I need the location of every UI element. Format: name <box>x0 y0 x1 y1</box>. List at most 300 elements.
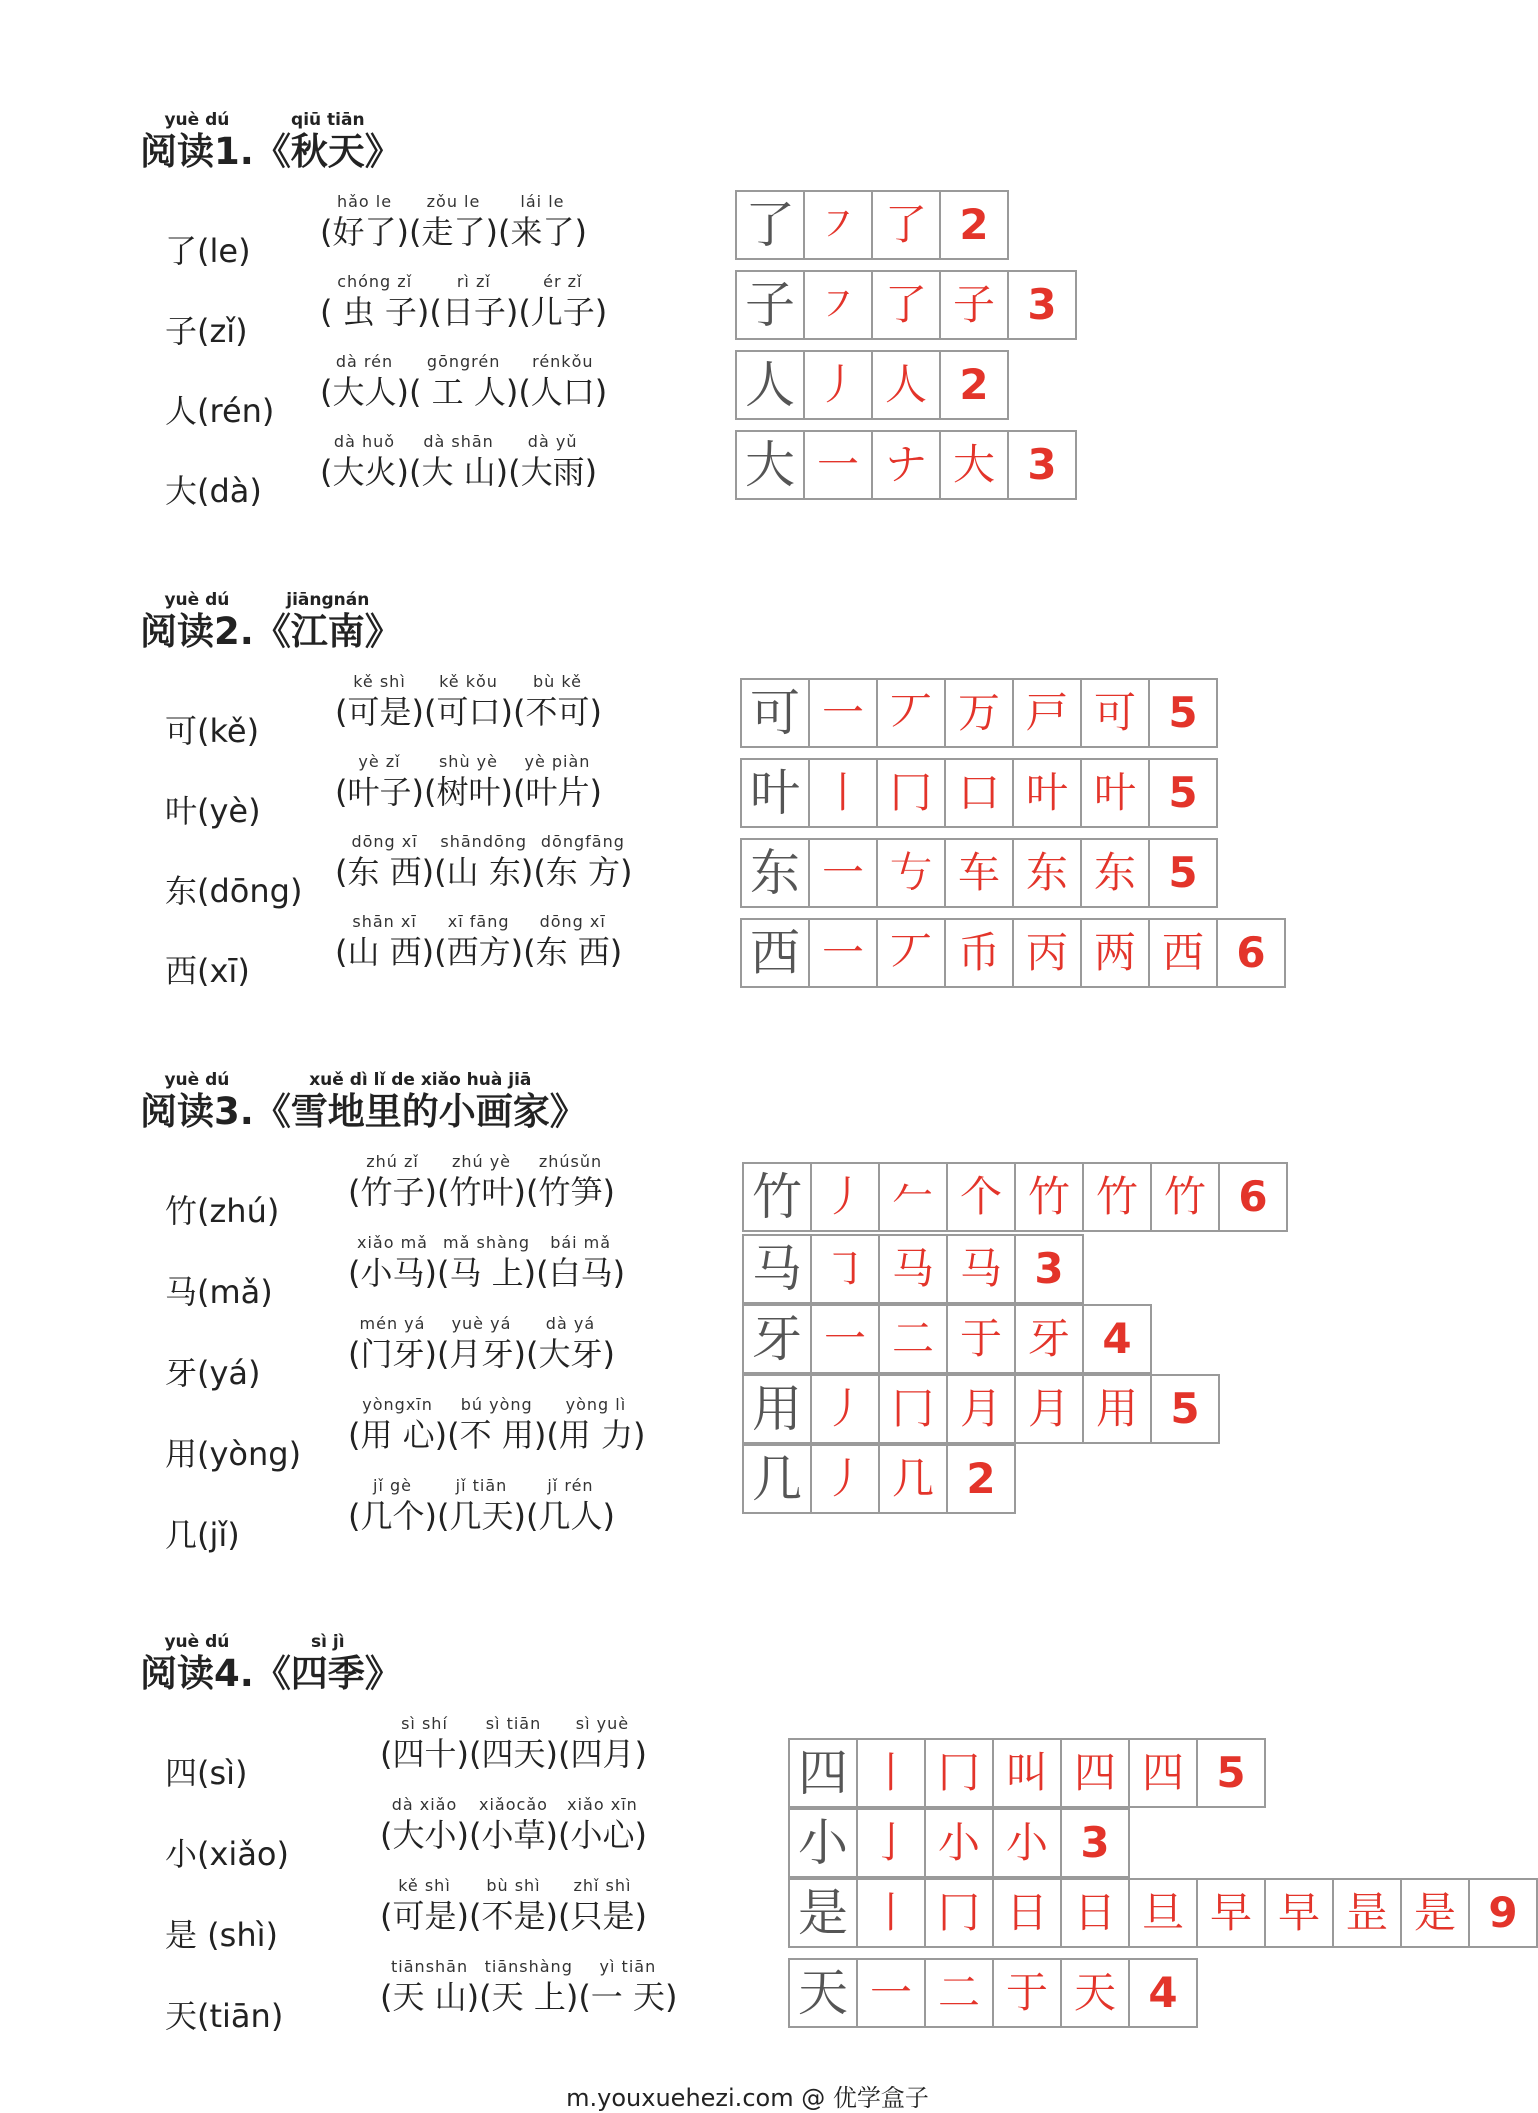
word <box>434 832 533 892</box>
heading-title-pinyin: jiāngnán <box>286 590 370 610</box>
grid-stroke-step: 竹 <box>1084 1164 1152 1230</box>
word <box>429 272 518 332</box>
grid-stroke-step: 四 <box>1062 1740 1130 1806</box>
character-label: 用(yòng) <box>165 1435 302 1473</box>
character-label: 西(xī) <box>165 952 250 990</box>
word <box>526 1314 615 1374</box>
stroke-count: 5 <box>1152 1376 1220 1442</box>
stroke-order-grid <box>742 1162 1288 1232</box>
word-hanzi: (不可) <box>512 693 602 731</box>
heading-prefix-pinyin: yuè dú <box>164 1632 230 1652</box>
word-group <box>335 752 602 812</box>
heading-prefix <box>140 110 254 174</box>
word-pinyin: shù yè <box>438 752 498 771</box>
word-pinyin: jǐ rén <box>547 1476 594 1495</box>
word-pinyin: dà yá <box>545 1314 596 1333</box>
word-pinyin: kě shì <box>398 1876 451 1895</box>
heading-prefix-pinyin: yuè dú <box>164 110 230 130</box>
grid-stroke-step: 丆 <box>878 680 946 746</box>
word <box>513 752 602 812</box>
grid-stroke-step: 丨 <box>858 1880 926 1946</box>
word <box>380 1957 479 2017</box>
word <box>578 1957 677 2017</box>
word <box>335 912 434 972</box>
word <box>508 432 597 492</box>
word-pinyin: zhǐ shì <box>573 1876 632 1895</box>
word-hanzi: (几人) <box>525 1497 615 1535</box>
stroke-count: 5 <box>1150 680 1218 746</box>
grid-model-character: 是 <box>790 1880 858 1946</box>
stroke-order-grid <box>742 1304 1152 1374</box>
section-heading <box>140 110 402 174</box>
character-label: 了(le) <box>165 232 251 270</box>
grid-stroke-step: 丙 <box>1014 920 1082 986</box>
word-hanzi: (可是) <box>380 1897 469 1935</box>
heading-prefix <box>140 590 254 654</box>
stroke-order-grid <box>788 1878 1538 1948</box>
word-pinyin: yè piàn <box>524 752 591 771</box>
stroke-count: 6 <box>1218 920 1286 986</box>
grid-stroke-step: 叶 <box>1014 760 1082 826</box>
grid-stroke-step: ㇇ <box>805 272 873 338</box>
stroke-count: 9 <box>1470 1880 1538 1946</box>
grid-stroke-step: 大 <box>941 432 1009 498</box>
heading-title <box>254 110 402 174</box>
word-pinyin: rì zǐ <box>456 272 491 291</box>
stroke-count: 4 <box>1130 1960 1198 2026</box>
word <box>437 1476 526 1536</box>
character-label: 叶(yè) <box>165 792 261 830</box>
word <box>320 352 409 412</box>
word <box>437 1233 536 1293</box>
word-pinyin: yòngxīn <box>362 1395 433 1414</box>
stroke-count: 2 <box>948 1446 1016 1512</box>
word <box>558 1876 647 1936</box>
word-hanzi: ( 工 人) <box>408 373 519 411</box>
word-hanzi: (天 上) <box>479 1978 579 2016</box>
grid-stroke-step: 于 <box>948 1306 1016 1372</box>
word-pinyin: yòng lì <box>565 1395 627 1414</box>
word-pinyin: dà rén <box>335 352 394 371</box>
word <box>348 1395 447 1455</box>
grid-stroke-step: 东 <box>1082 840 1150 906</box>
grid-model-character: 四 <box>790 1740 858 1806</box>
heading-prefix-text: 阅读3. <box>140 1090 254 1133</box>
heading-title <box>254 1632 402 1696</box>
grid-model-character: 了 <box>737 192 805 258</box>
heading-title-text: 《四季》 <box>253 1652 402 1695</box>
character-label: 马(mǎ) <box>165 1273 273 1311</box>
word-pinyin: shāndōng <box>440 832 528 851</box>
grid-stroke-step: 西 <box>1150 920 1218 986</box>
grid-stroke-step: 币 <box>946 920 1014 986</box>
word <box>434 912 523 972</box>
word <box>533 832 632 892</box>
word-pinyin: mǎ shàng <box>443 1233 531 1252</box>
word-hanzi: (小心) <box>557 1816 647 1854</box>
word-hanzi: (门牙) <box>348 1335 437 1373</box>
word-hanzi: (一 天) <box>578 1978 678 2016</box>
character-label: 是 (shì) <box>165 1916 278 1954</box>
word-pinyin: xī fāng <box>447 912 510 931</box>
word-hanzi: (几个) <box>348 1497 437 1535</box>
word-pinyin: bú yòng <box>460 1395 533 1414</box>
word-pinyin: dōngfāng <box>540 832 625 851</box>
word-hanzi: (大牙) <box>525 1335 615 1373</box>
word-group <box>320 192 587 252</box>
word-group <box>380 1714 647 1774</box>
grid-stroke-step: 竹 <box>1152 1164 1220 1230</box>
grid-model-character: 人 <box>737 352 805 418</box>
stroke-order-grid <box>740 918 1286 988</box>
word-hanzi: (树叶) <box>423 773 513 811</box>
grid-stroke-step: 丿 <box>812 1446 880 1512</box>
word-group <box>380 1876 647 1936</box>
word-pinyin: sì tiān <box>485 1714 542 1733</box>
grid-stroke-step: 丿 <box>805 352 873 418</box>
word <box>437 1314 526 1374</box>
word-hanzi: (东 方) <box>533 853 633 891</box>
grid-stroke-step: 口 <box>946 760 1014 826</box>
word-pinyin: mén yá <box>359 1314 426 1333</box>
stroke-order-grid <box>735 270 1077 340</box>
grid-stroke-step: 一 <box>858 1960 926 2026</box>
grid-stroke-step: 月 <box>1016 1376 1084 1442</box>
word <box>348 1314 437 1374</box>
word-pinyin: kě shì <box>353 672 406 691</box>
word-pinyin: yuè yá <box>451 1314 512 1333</box>
word <box>437 1152 526 1212</box>
word-hanzi: (天 山) <box>380 1978 480 2016</box>
grid-model-character: 用 <box>744 1376 812 1442</box>
character-label: 四(sì) <box>165 1754 248 1792</box>
word <box>335 752 424 812</box>
word <box>380 1795 469 1855</box>
word-hanzi: (大火) <box>320 453 409 491</box>
word <box>409 432 508 492</box>
word-hanzi: (几天) <box>436 1497 526 1535</box>
word-hanzi: (小马) <box>348 1254 437 1292</box>
grid-stroke-step: 二 <box>880 1306 948 1372</box>
grid-stroke-step: 一 <box>810 840 878 906</box>
word-hanzi: (大人) <box>320 373 409 411</box>
grid-model-character: 西 <box>742 920 810 986</box>
grid-stroke-step: ㇇ <box>805 192 873 258</box>
character-label: 子(zǐ) <box>165 312 248 350</box>
stroke-order-grid <box>788 1808 1130 1878</box>
word-pinyin: tiānshān <box>391 1957 469 1976</box>
grid-stroke-step: 车 <box>946 840 1014 906</box>
heading-title-pinyin: qiū tiān <box>291 110 365 130</box>
grid-stroke-step: 小 <box>994 1810 1062 1876</box>
word-hanzi: (小草) <box>468 1816 558 1854</box>
word-hanzi: (竹叶) <box>436 1173 526 1211</box>
stroke-order-grid <box>788 1958 1198 2028</box>
word-hanzi: ( 虫 子) <box>320 293 430 331</box>
word-pinyin: gōngrén <box>426 352 501 371</box>
character-label: 竹(zhú) <box>165 1192 280 1230</box>
grid-stroke-step: 月 <box>948 1376 1016 1442</box>
word-hanzi: (山 东) <box>434 853 534 891</box>
character-label: 小(xiǎo) <box>165 1835 289 1873</box>
grid-stroke-step: 了 <box>873 272 941 338</box>
grid-stroke-step: 叶 <box>1082 760 1150 826</box>
word-hanzi: (叶片) <box>512 773 602 811</box>
grid-model-character: 几 <box>744 1446 812 1512</box>
word-hanzi: (东 西) <box>523 933 623 971</box>
word-pinyin: zhúsǔn <box>538 1152 603 1171</box>
stroke-count: 4 <box>1084 1306 1152 1372</box>
stroke-order-grid <box>740 758 1218 828</box>
word-hanzi: (东 西) <box>335 853 435 891</box>
word-group <box>335 912 622 972</box>
word <box>335 832 434 892</box>
grid-stroke-step: ナ <box>873 432 941 498</box>
grid-stroke-step: 叫 <box>994 1740 1062 1806</box>
word-group <box>348 1152 615 1212</box>
word-hanzi: (用 心) <box>348 1416 448 1454</box>
grid-stroke-step: 可 <box>1082 680 1150 746</box>
word-pinyin: dà shān <box>423 432 494 451</box>
footer-credit: m.youxuehezi.com @ 优学盒子 <box>566 2084 929 2112</box>
stroke-order-grid <box>735 430 1077 500</box>
heading-title <box>254 1070 587 1134</box>
word <box>320 272 429 332</box>
stroke-order-grid <box>735 190 1009 260</box>
stroke-count: 2 <box>941 352 1009 418</box>
word-pinyin: hǎo le <box>336 192 393 211</box>
heading-title-text: 《雪地里的小画家》 <box>253 1090 587 1133</box>
word-group <box>348 1233 625 1293</box>
stroke-order-grid <box>740 838 1218 908</box>
grid-model-character: 东 <box>742 840 810 906</box>
word-group <box>380 1795 647 1855</box>
word-hanzi: (用 力) <box>546 1416 646 1454</box>
word-pinyin: kě kǒu <box>439 672 498 691</box>
word <box>348 1233 437 1293</box>
grid-stroke-step: 子 <box>941 272 1009 338</box>
grid-stroke-step: 丨 <box>810 760 878 826</box>
word <box>479 1957 578 2017</box>
word-hanzi: (白马) <box>536 1254 626 1292</box>
grid-stroke-step: 冂 <box>926 1880 994 1946</box>
word-hanzi: (儿子) <box>518 293 608 331</box>
heading-prefix <box>140 1632 254 1696</box>
word <box>526 1152 615 1212</box>
grid-stroke-step: 早 <box>1266 1880 1334 1946</box>
character-label: 几(jǐ) <box>165 1516 240 1554</box>
grid-stroke-step: 竹 <box>1016 1164 1084 1230</box>
word-hanzi: (马 上) <box>436 1254 537 1292</box>
word-hanzi: (不 用) <box>447 1416 547 1454</box>
word-group <box>348 1395 645 1455</box>
word <box>335 672 424 732</box>
word-hanzi: (月牙) <box>436 1335 526 1373</box>
grid-stroke-step: 早 <box>1198 1880 1266 1946</box>
grid-model-character: 天 <box>790 1960 858 2026</box>
section-heading <box>140 1070 587 1134</box>
word <box>498 192 587 252</box>
word-pinyin: sì shí <box>401 1714 448 1733</box>
word <box>469 1795 558 1855</box>
word-pinyin: chóng zǐ <box>337 272 413 291</box>
stroke-order-grid <box>740 678 1218 748</box>
word-hanzi: (大小) <box>380 1816 469 1854</box>
word <box>518 352 607 412</box>
grid-stroke-step: 日 <box>994 1880 1062 1946</box>
word-pinyin: zhú zǐ <box>366 1152 419 1171</box>
word-group <box>380 1957 677 2017</box>
heading-prefix <box>140 1070 254 1134</box>
grid-stroke-step: 东 <box>1014 840 1082 906</box>
grid-stroke-step: 人 <box>873 352 941 418</box>
heading-prefix-text: 阅读1. <box>140 130 254 173</box>
stroke-order-grid <box>788 1738 1266 1808</box>
heading-prefix-pinyin: yuè dú <box>164 1070 230 1090</box>
word <box>380 1714 469 1774</box>
character-label: 东(dōng) <box>165 872 303 910</box>
character-label: 可(kě) <box>165 712 260 750</box>
stroke-count: 5 <box>1198 1740 1266 1806</box>
grid-stroke-step: 两 <box>1082 920 1150 986</box>
word-hanzi: (山 西) <box>335 933 435 971</box>
word-hanzi: (四天) <box>468 1735 558 1773</box>
grid-stroke-step: 丿 <box>812 1164 880 1230</box>
stroke-count: 3 <box>1009 272 1077 338</box>
word-group <box>348 1314 615 1374</box>
grid-model-character: 马 <box>744 1236 812 1302</box>
word <box>320 192 409 252</box>
word <box>536 1233 625 1293</box>
word-hanzi: (人口) <box>518 373 608 411</box>
stroke-count: 3 <box>1062 1810 1130 1876</box>
word-pinyin: sì yuè <box>575 1714 630 1733</box>
stroke-count: 2 <box>941 192 1009 258</box>
word-pinyin: jǐ tiān <box>455 1476 508 1495</box>
grid-stroke-step: 丿 <box>812 1376 880 1442</box>
stroke-order-grid <box>742 1374 1220 1444</box>
heading-prefix-pinyin: yuè dú <box>164 590 230 610</box>
word-hanzi: (大 山) <box>408 453 509 491</box>
word <box>380 1876 469 1936</box>
word <box>348 1476 437 1536</box>
grid-stroke-step: 二 <box>926 1960 994 2026</box>
word-hanzi: (四月) <box>557 1735 647 1773</box>
word-group <box>348 1476 615 1536</box>
grid-stroke-step: 是 <box>1402 1880 1470 1946</box>
word-pinyin: xiǎo mǎ <box>357 1233 428 1252</box>
grid-model-character: 小 <box>790 1810 858 1876</box>
word-pinyin: dà yǔ <box>527 432 578 451</box>
word-pinyin: tiānshàng <box>484 1957 573 1976</box>
grid-model-character: 子 <box>737 272 805 338</box>
grid-stroke-step: 一 <box>812 1306 880 1372</box>
grid-stroke-step: 亅 <box>858 1810 926 1876</box>
heading-title <box>254 590 402 654</box>
grid-stroke-step: ㇆ <box>812 1236 880 1302</box>
word <box>558 1795 647 1855</box>
grid-model-character: 大 <box>737 432 805 498</box>
grid-stroke-step: 马 <box>948 1236 1016 1302</box>
word-pinyin: dōng xī <box>351 832 418 851</box>
word-pinyin: xiǎocǎo <box>479 1795 548 1814</box>
character-label: 人(rén) <box>165 392 275 430</box>
grid-stroke-step: 冂 <box>880 1376 948 1442</box>
grid-stroke-step: 旦 <box>1130 1880 1198 1946</box>
heading-prefix-text: 阅读4. <box>140 1652 254 1695</box>
word-hanzi: (来了) <box>497 213 587 251</box>
word-group <box>335 672 602 732</box>
stroke-count: 3 <box>1009 432 1077 498</box>
character-label: 牙(yá) <box>165 1354 261 1392</box>
word-hanzi: (好了) <box>320 213 409 251</box>
word <box>409 192 498 252</box>
grid-stroke-step: 冂 <box>878 760 946 826</box>
heading-title-text: 《江南》 <box>253 610 402 653</box>
word <box>469 1714 558 1774</box>
grid-stroke-step: 丆 <box>878 920 946 986</box>
section-heading <box>140 1632 402 1696</box>
grid-stroke-step: 个 <box>948 1164 1016 1230</box>
word-group <box>335 832 632 892</box>
heading-title-text: 《秋天》 <box>253 130 402 173</box>
character-label: 天(tiān) <box>165 1997 284 2035</box>
word-group <box>320 432 597 492</box>
character-label: 大(dà) <box>165 472 262 510</box>
word-pinyin: dà huǒ <box>333 432 396 451</box>
stroke-order-grid <box>742 1444 1016 1514</box>
word-pinyin: lái le <box>520 192 565 211</box>
word <box>447 1395 546 1455</box>
grid-stroke-step: 冂 <box>926 1740 994 1806</box>
stroke-count: 6 <box>1220 1164 1288 1230</box>
word-pinyin: ér zǐ <box>543 272 583 291</box>
word <box>523 912 622 972</box>
word-pinyin: jǐ gè <box>373 1476 412 1495</box>
word-pinyin: bái mǎ <box>550 1233 612 1252</box>
word-hanzi: (大雨) <box>508 453 598 491</box>
word <box>469 1876 558 1936</box>
grid-model-character: 竹 <box>744 1164 812 1230</box>
word-pinyin: bù shì <box>486 1876 541 1895</box>
word-hanzi: (竹笋) <box>525 1173 615 1211</box>
grid-model-character: 可 <box>742 680 810 746</box>
word <box>320 432 409 492</box>
word-hanzi: (日子) <box>429 293 519 331</box>
word-hanzi: (西方) <box>434 933 524 971</box>
grid-stroke-step: 用 <box>1084 1376 1152 1442</box>
word-pinyin: zǒu le <box>426 192 481 211</box>
grid-stroke-step: 一 <box>810 680 878 746</box>
stroke-order-grid <box>735 350 1009 420</box>
word-pinyin: rénkǒu <box>532 352 594 371</box>
word <box>513 672 602 732</box>
word <box>424 752 513 812</box>
word <box>518 272 607 332</box>
word-hanzi: (只是) <box>557 1897 647 1935</box>
word-pinyin: xiǎo xīn <box>567 1795 638 1814</box>
word-pinyin: shān xī <box>352 912 417 931</box>
stroke-count: 5 <box>1150 840 1218 906</box>
stroke-order-grid <box>742 1234 1084 1304</box>
grid-stroke-step: 昰 <box>1334 1880 1402 1946</box>
grid-stroke-step: 一 <box>810 920 878 986</box>
word <box>558 1714 647 1774</box>
word-hanzi: (叶子) <box>335 773 424 811</box>
heading-title-pinyin: xuě dì lǐ de xiǎo huà jiā <box>309 1070 532 1090</box>
grid-model-character: 牙 <box>744 1306 812 1372</box>
grid-stroke-step: 几 <box>880 1446 948 1512</box>
